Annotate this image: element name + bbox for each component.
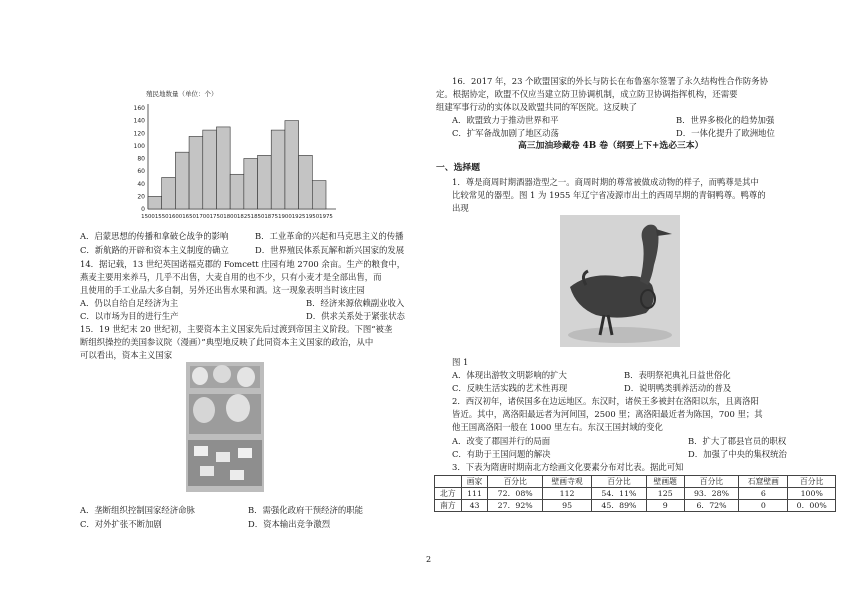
q2-option-d[interactable]: D．加强了中央的集权统治: [688, 449, 787, 459]
chart-y-tick-label: 60: [137, 168, 145, 176]
senate-cartoon-image: [186, 362, 264, 492]
q1-stem-line3: 出现: [452, 203, 469, 213]
q15-option-b[interactable]: B．需强化政府干预经济的职能: [248, 505, 364, 515]
q13-option-d[interactable]: D．世界殖民体系瓦解和新兴国家的发展: [255, 245, 405, 255]
q16-stem-line2: 定。根据协定，欧盟不仅应当建立防卫协调机制，成立防卫协调指挥机构，还需要: [436, 89, 738, 99]
chart-bar: [258, 155, 272, 209]
q1-option-b[interactable]: B．表明祭祀典礼日益世俗化: [624, 370, 731, 380]
q1-option-d[interactable]: D．说明鸭类驯养活动的普及: [624, 383, 732, 393]
q14-stem-line1: 14．据记载，13 世纪英国诺福克郡的 Fomcett 庄园有地 2700 余亩。生产的粮食中，: [80, 259, 406, 269]
q15-option-d[interactable]: D．资本输出竞争激烈: [248, 519, 331, 529]
section-title: 高三加油珍藏卷 4B 卷（纲要上下+选必三本）: [518, 141, 704, 151]
table-header-cell: 壁画寺观: [543, 476, 592, 488]
table-header-cell: 画家: [461, 476, 488, 488]
chart-x-tick-label: 1500: [141, 214, 155, 220]
page-number: 2: [426, 555, 432, 564]
table-cell: 45．89%: [592, 500, 647, 512]
chart-x-tick-label: 1975: [319, 214, 333, 220]
chart-bar: [216, 127, 230, 209]
table-header-cell: 石窟壁画: [739, 476, 788, 488]
chart-x-tick-label: 1850: [250, 214, 265, 220]
painting-culture-table: [434, 475, 836, 512]
q14-option-c[interactable]: C．以市场为目的进行生产: [80, 311, 179, 321]
chart-bar: [244, 159, 258, 210]
q1-option-a[interactable]: A．体现出游牧文明影响的扩大: [452, 370, 567, 380]
chart-bar: [271, 130, 285, 209]
chart-y-tick-label: 160: [133, 105, 145, 112]
chart-y-tick-label: 40: [137, 180, 145, 188]
q1-stem-line2: 比较常见的器型。图 1 为 1955 年辽宁省凌源市出土的西周早期的青铜鸭尊。鸭尊的: [452, 190, 766, 200]
chart-x-tick-label: 1950: [305, 214, 320, 220]
table-cell: 54．11%: [592, 488, 647, 500]
q2-option-b[interactable]: B．扩大了郡县官员的职权: [688, 436, 787, 446]
chart-x-tick-label: 1700: [195, 214, 210, 220]
q14-option-b[interactable]: B．经济来源依赖副业收入: [306, 298, 405, 308]
chart-bar: [189, 136, 203, 209]
table-row: [435, 488, 836, 500]
chart-x-tick-label: 1925: [291, 214, 306, 220]
table-cell: 43: [461, 500, 488, 512]
chart-bar: [299, 155, 313, 209]
q16-option-c[interactable]: C．扩军备战加剧了地区动荡: [452, 128, 559, 138]
q15-stem-line3: 可以看出，资本主义国家: [80, 350, 173, 360]
q16-stem-line1: 16．2017 年，23 个欧盟国家的外长与防长在布鲁塞尔签署了永久结构性合作防务协: [452, 76, 768, 86]
q1-stem-line1: 1．尊是商周时期酒器造型之一。商周时期的尊常被做成动物的样子，而鸭尊是其中: [452, 177, 759, 187]
chart-x-tick-label: 1550: [154, 214, 169, 220]
chart-y-tick-label: 120: [133, 130, 145, 138]
chart-x-tick-label: 1825: [236, 214, 251, 220]
table-cell: 南方: [435, 500, 462, 512]
chart-bar: [175, 152, 189, 209]
chart-y-label: 殖民地数量（单位：个）: [146, 90, 218, 98]
chart-y-tick-label: 100: [133, 142, 145, 150]
table-cell: 6: [739, 488, 788, 500]
chart-x-tick-label: 1875: [264, 214, 279, 220]
table-row: [435, 500, 836, 512]
q1-figure-caption: 图 1: [452, 357, 469, 367]
table-cell: 111: [461, 488, 488, 500]
chart-x-tick-label: 1650: [182, 214, 196, 220]
table-cell: 6．72%: [684, 500, 739, 512]
table-cell: 125: [646, 488, 684, 500]
q16-option-d[interactable]: D．一体化提升了欧洲地位: [676, 128, 775, 138]
chart-x-tick-label: 1800: [223, 214, 238, 220]
table-cell: 95: [543, 500, 592, 512]
chart-bar: [312, 181, 326, 209]
q2-option-a[interactable]: A．改变了郡国并行的局面: [452, 436, 551, 446]
q15-stem-line2: 断组织操控的美国参议院（漫画）”典型地反映了此同资本主义国家的政治，从中: [80, 337, 374, 347]
q15-option-a[interactable]: A．垄断组织控制国家经济命脉: [80, 505, 195, 515]
table-cell: 0．00%: [788, 500, 836, 512]
chart-bar: [148, 196, 162, 209]
q3-stem: 3．下表为隋唐时期南北方绘画文化要素分布对比表。据此可知: [452, 462, 684, 472]
chart-y-tick-label: 0: [141, 206, 145, 213]
table-header-cell: 百分比: [788, 476, 836, 488]
q2-stem-line3: 他王国离洛阳一般在 1000 里左右。东汉王国封域的变化: [452, 422, 663, 432]
q1-option-c[interactable]: C．反映生活实践的艺术性再现: [452, 383, 568, 393]
q15-option-c[interactable]: C．对外扩张不断加剧: [80, 519, 162, 529]
chart-bar: [203, 130, 217, 209]
q13-option-c[interactable]: C．新航路的开辟和资本主义制度的确立: [80, 245, 229, 255]
chart-x-tick-label: 1600: [168, 214, 183, 220]
q13-option-b[interactable]: B．工业革命的兴起和马克思主义的传播: [255, 231, 404, 241]
colony-chart-svg: [114, 86, 364, 228]
q14-option-d[interactable]: D．供求关系处于紧张状态: [306, 311, 405, 321]
q16-stem-line3: 组建军事行动的实体以及欧盟共同的军医院。这反映了: [436, 102, 637, 112]
chart-bar: [285, 121, 299, 209]
table-header-cell: 百分比: [488, 476, 543, 488]
q16-option-b[interactable]: B．世界多极化的趋势加强: [676, 115, 775, 125]
table-cell: 9: [646, 500, 684, 512]
table-header-cell: [435, 476, 462, 488]
table-cell: 72．08%: [488, 488, 543, 500]
table-cell: 100%: [788, 488, 836, 500]
chart-bar: [162, 177, 176, 209]
chart-y-tick-label: 80: [137, 155, 145, 163]
table-cell: 0: [739, 500, 788, 512]
chart-x-tick-label: 1900: [278, 214, 292, 220]
q16-option-a[interactable]: A．欧盟致力于推动世界和平: [452, 115, 559, 125]
table-cell: 112: [543, 488, 592, 500]
section-heading: 一、选择题: [436, 163, 480, 173]
table-cell: 93．28%: [684, 488, 739, 500]
chart-y-tick-label: 140: [133, 117, 145, 125]
table-header-cell: 百分比: [684, 476, 739, 488]
colony-bar-chart: [114, 86, 364, 228]
q13-option-a[interactable]: A．启蒙思想的传播和拿破仑战争的影响: [80, 231, 229, 241]
table-cell: 北方: [435, 488, 462, 500]
bronze-duck-zun-image: [560, 215, 680, 347]
q14-stem-line2: 燕麦主要用来养马，几乎不出售，大麦自用的也不少，只有小麦才是全部出售，而: [80, 272, 382, 282]
q14-stem-line3: 且使用的手工业品大多自制，另外还出售水果和酒。这一现象表明当时该庄园: [80, 285, 365, 295]
chart-bar: [230, 174, 244, 209]
table-cell: 27．92%: [488, 500, 543, 512]
q15-stem-line1: 15．19 世纪末 20 世纪初，主要资本主义国家先后过渡到帝国主义阶段。下图“被垄: [80, 324, 393, 334]
table-header-cell: 百分比: [592, 476, 647, 488]
q2-stem-line2: 皆近。其中，离洛阳最远者为河间国，2500 里；离洛阳最近者为陈国，700 里；其: [452, 409, 763, 419]
table-header-cell: 壁画题: [646, 476, 684, 488]
table-header-row: [435, 476, 836, 488]
chart-x-tick-label: 1750: [209, 214, 224, 220]
q14-option-a[interactable]: A．仍以自给自足经济为主: [80, 298, 179, 308]
q2-option-c[interactable]: C．有助于王国问题的解决: [452, 449, 551, 459]
chart-y-tick-label: 20: [137, 193, 145, 201]
q2-stem-line1: 2．西汉初年，诸侯国多在边远地区。东汉时，诸侯王多被封在洛阳以东，且离洛阳: [452, 396, 759, 406]
